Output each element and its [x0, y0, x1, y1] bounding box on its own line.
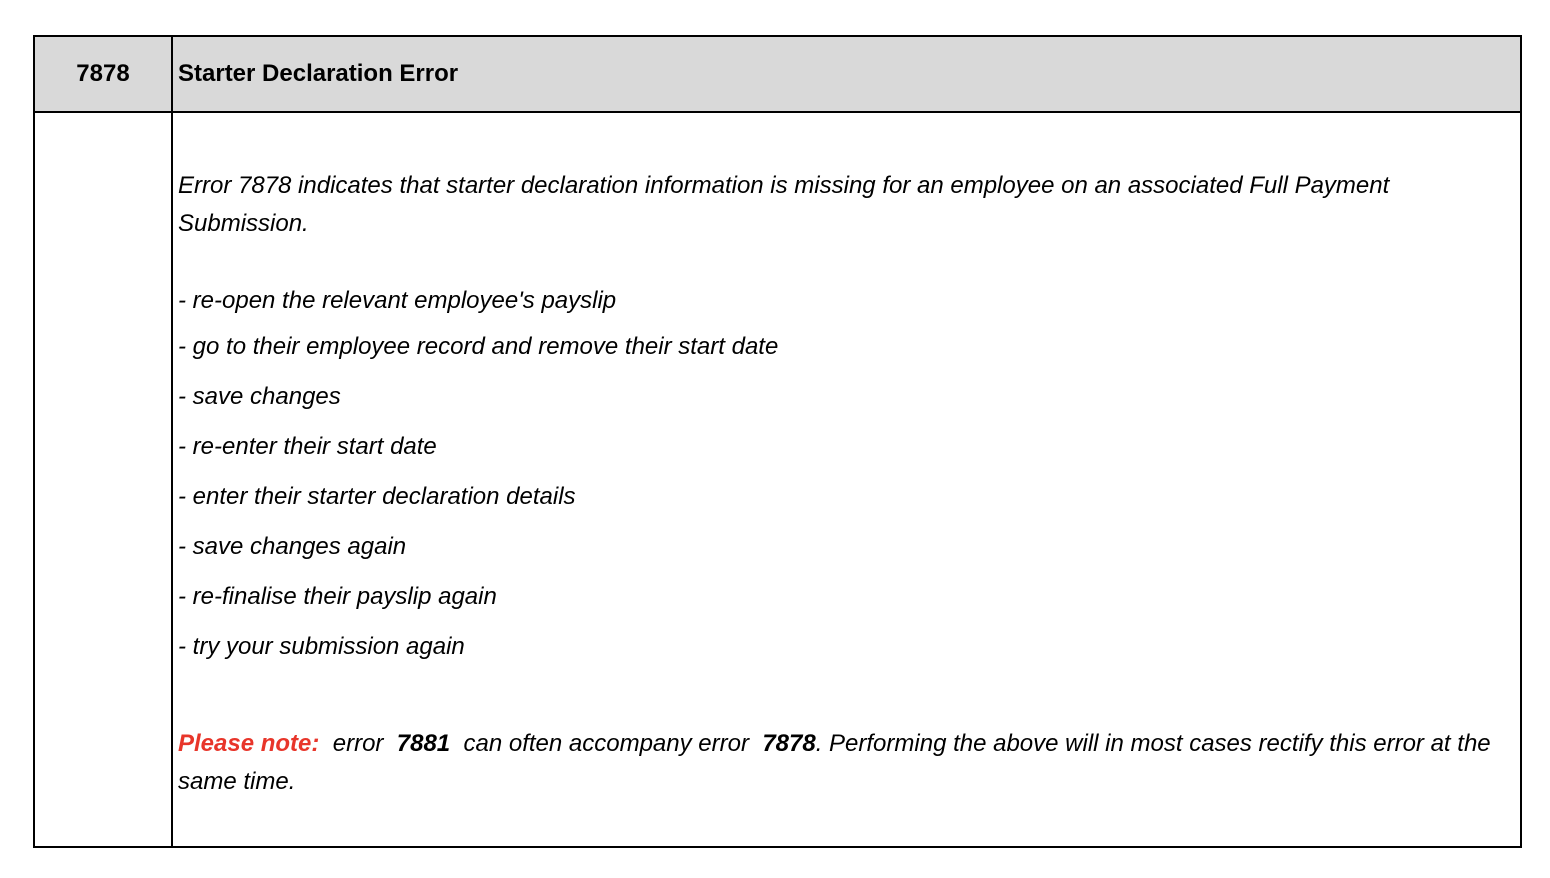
note-error-code: 7878 — [762, 730, 816, 757]
note-text: can often accompany error — [463, 730, 749, 757]
step-item: - re-finalise their payslip again — [178, 583, 497, 610]
table-header-row — [35, 37, 1520, 113]
step-item: - re-open the relevant employee's payslip — [178, 287, 617, 314]
step-item: - re-enter their start date — [178, 433, 437, 460]
error-title-cell: Starter Declaration Error — [178, 60, 459, 87]
step-item: - enter their starter declaration details — [178, 483, 576, 510]
column-divider — [171, 37, 173, 846]
error-code-cell: 7878 — [76, 60, 130, 87]
note-paragraph — [178, 725, 1513, 801]
step-item: - save changes — [178, 383, 341, 410]
step-item: - try your submission again — [178, 633, 465, 660]
note-text: error — [332, 730, 384, 757]
note-text: . Performing the above will in most cases rectify this error at the same time. — [178, 730, 1491, 795]
step-item: - go to their employee record and remove their start date — [178, 333, 779, 360]
step-item: - save changes again — [178, 533, 407, 560]
intro-paragraph: Error 7878 indicates that starter declaration information is missing for an employee on an associated Full Payment Submission. — [178, 172, 1390, 237]
note-label: Please note: — [178, 730, 320, 757]
note-error-code: 7881 — [396, 730, 451, 757]
error-table — [33, 35, 1522, 848]
